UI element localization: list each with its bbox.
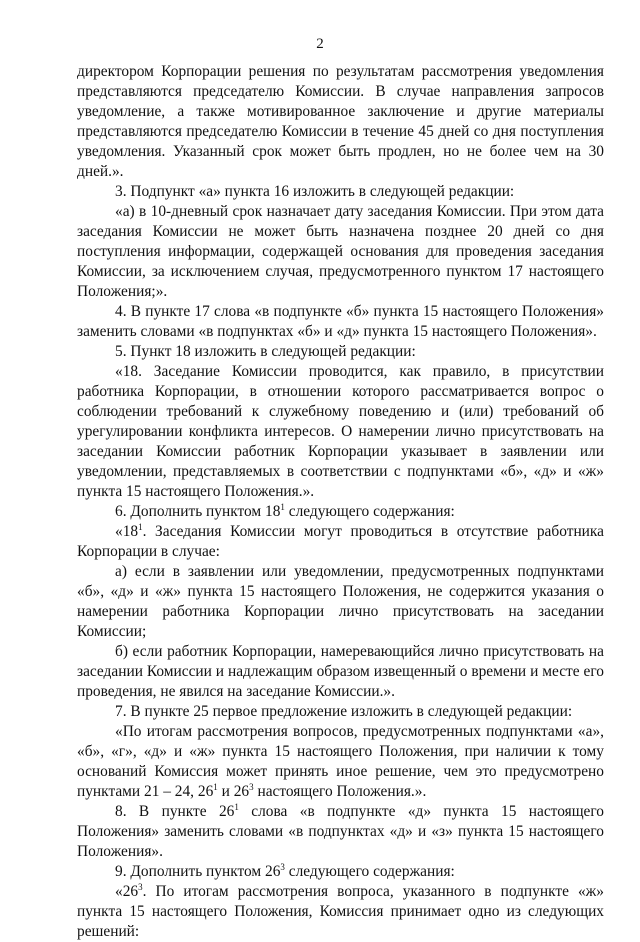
paragraph-subitem-b: б) если работник Корпорации, намеревающийся лично присутствовать на заседании Комиссии и надлежащим образом извещенный о времени и месте его проведения, не явился на заседание Комиссии.».: [77, 643, 604, 700]
paragraph-item-9: 9. Дополнить пунктом $26^3$ следующего содержания:: [115, 861, 455, 880]
paragraph-item-4: 4. В пункте 17 слова «в подпункте «б» пункта 15 настоящего Положения» заменить словами «в подпунктах «б» и «д» пункта 15 настоящего Положения».: [77, 303, 604, 340]
paragraph-continuation: директором Корпорации решения по результатам рассмотрения уведомления представляются председателю Комиссии. В случае направления запросов уведомление, а также мотивированное заключение и другие материалы представляются председателю Комиссии в течение 45 дней со дня поступления уведомления. Указанный срок может быть продлен, но не более чем на 30 дней.».: [77, 63, 604, 180]
paragraph-item-7: 7. В пункте 25 первое предложение изложить в следующей редакции:: [115, 703, 573, 720]
paragraph-item-6: 6. Дополнить пунктом $18^1$ следующего содержания:: [115, 501, 455, 520]
paragraph-quote-16a: «а) в 10-дневный срок назначает дату заседания Комиссии. При этом дата заседания Комиссии не может быть назначена позднее 20 дней со дня поступления информации, содержащей основания для проведения заседания Комиссии, за исключением случая, предусмотренного пунктом 17 настоящего Положения;».: [77, 203, 604, 300]
paragraph-quote-18: «18. Заседание Комиссии проводится, как правило, в присутствии работника Корпорации, в отношении которого рассматривается вопрос о соблюдении требований к служебному поведению и (или) требований об урегулировании конфликта интересов. О намерении лично присутствовать на заседании Комиссии работник Корпорации указывает в заявлении или уведомлении, представляемых в соответствии с подпунктами «б», «д» и «ж» пункта 15 настоящего Положения.».: [77, 363, 604, 500]
paragraph-subitem-a: а) если в заявлении или уведомлении, предусмотренных подпунктами «б», «д» и «ж» пункта 15 настоящего Положения, не содержится указания о намерении работника Корпорации лично присутствовать на заседании Комиссии;: [77, 563, 604, 640]
document-body: [77, 62, 604, 942]
page-number: 2: [316, 36, 324, 52]
paragraph-item-3: 3. Подпункт «а» пункта 16 изложить в следующей редакции:: [115, 183, 515, 200]
paragraph-item-8: 8. В пункте $26^1$ слова «в подпункте «д» пункта 15 настоящего Положения» заменить словами «в подпунктах «д» и «з» пункта 15 настоящего Положения».: [77, 801, 604, 860]
paragraph-quote-26-3: «$26^3$. По итогам рассмотрения вопроса, указанного в подпункте «ж» пункта 15 настоящего Положения, Комиссия принимает одно из следующих решений:: [77, 881, 604, 940]
paragraph-quote-18-1: «$18^1$. Заседания Комиссии могут проводиться в отсутствие работника Корпорации в случае:: [77, 521, 604, 560]
paragraph-quote-25: «По итогам рассмотрения вопросов, предусмотренных подпунктами «а», «б», «г», «д» и «ж» пункта 15 настоящего Положения, при наличии к тому оснований Комиссия может принять иное решение, чем это предусмотрено пунктами 21 – 24, $26^1$ и $26^3$ настоящего Положения.».: [77, 723, 604, 800]
paragraph-item-5: 5. Пункт 18 изложить в следующей редакции:: [115, 343, 416, 360]
